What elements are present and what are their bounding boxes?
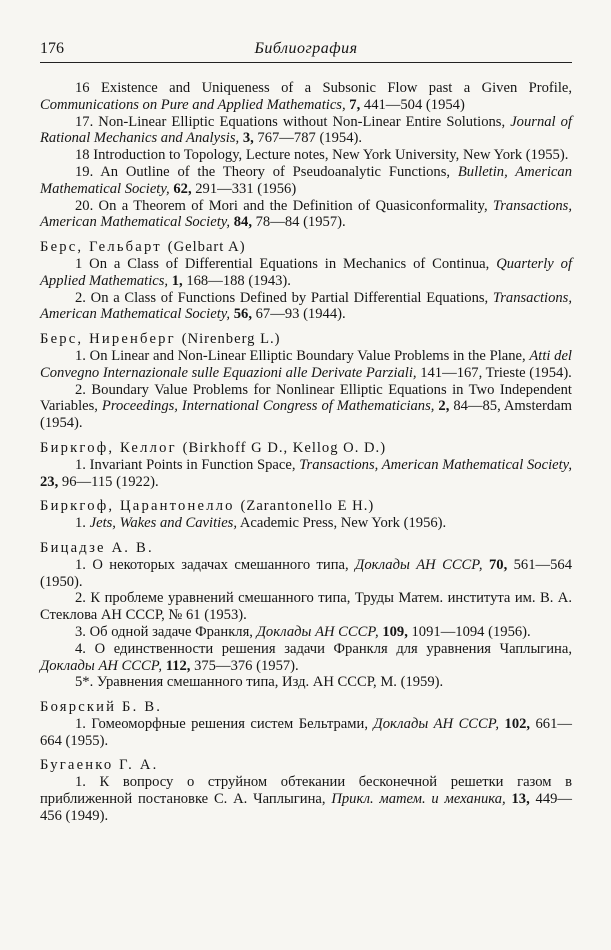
bibliography-list [40,80,572,825]
entry-number: 17. [75,113,94,130]
journal-title: Доклады АН СССР, [256,623,379,640]
journal-title: Journal of Rational Mechanics and Analysis, [40,113,572,147]
bibliography-group [40,699,572,749]
bibliography-entry: 2. К проблеме уравнений смешанного типа, Труды Матем. института им. В. А. Стеклова АН СССР, № 61 (1953). [40,590,572,624]
journal-title: Communications on Pure and Applied Mathematics, [40,96,346,113]
author-heading [40,440,572,457]
author-name: Биркгоф, Царантонелло [40,498,235,515]
bibliography-group [40,331,572,432]
entry-number: 2. [75,590,86,607]
bibliography-entry: 5*. Уравнения смешанного типа, Изд. АН СССР, М. (1959). [75,674,444,691]
volume-number: 62, [173,180,192,197]
journal-title: Transactions, American Mathematical Society, [40,197,572,231]
entry-number: 1. [75,556,86,573]
volume-number: 7, [349,96,361,113]
journal-title: Transactions, American Mathematical Society, [40,289,572,323]
entry-number: 1. [75,456,86,473]
bibliography-entry: 1. К вопросу о струйном обтекании бесконечной решетки газом в приближенной постановке С. А. Чаплыгина, Прикл. матем. и механика, 13, 449—456 (1949). [40,774,573,824]
page-number: 176 [40,40,64,57]
author-heading [40,757,572,774]
author-latin-name: (Nirenberg L.) [181,331,281,348]
entry-number: 19. [75,163,94,180]
author-heading [40,331,572,348]
volume-number: 109, [382,623,408,640]
running-title: Библиография [254,40,358,57]
volume-number: 102, [504,715,531,732]
author-name: Берс, Ниренберг [40,331,176,348]
bibliography-entry: 1. On Linear and Non-Linear Elliptic Boundary Value Problems in the Plane, Atti del Convegno Internazionale sulle Equazioni alle Derivate Parziali, 141—167, Trieste (1954). [40,347,572,381]
author-name: Биркгоф, Келлог [40,439,177,456]
bibliography-entry: 17. Non-Linear Elliptic Equations without Non-Linear Entire Solutions, Journal of Rational Mechanics and Analysis, 3, 767—787 (1954). [40,113,572,147]
author-name: Боярский Б. В. [40,699,163,716]
entry-number: 1. [75,774,86,791]
bibliography-entry: 16 Existence and Uniqueness of a Subsonic Flow past a Given Profile, Communications on Pure and Applied Mathematics, 7, 441—504 (1954) [40,80,572,113]
volume-number: 84, [233,214,252,231]
bibliography-group [40,239,572,323]
bibliography-entry: 3. Об одной задаче Франкля, Доклады АН СССР, 109, 1091—1094 (1956). [75,623,531,640]
bibliography-group [40,498,572,532]
entry-number: 2. [75,289,86,306]
journal-title: Proceedings, International Congress of Mathematicians, [101,398,435,415]
bibliography-entry: 1 On a Class of Differential Equations in Mechanics of Continua, Quarterly of Applied Mathematics, 1, 168—188 (1943). [40,255,572,289]
volume-number: 3, [242,130,254,147]
volume-number: 112, [165,657,191,674]
entry-number: 4. [75,640,86,657]
journal-title: Transactions, American Mathematical Society, [299,456,572,473]
bibliography-entry: 19. An Outline of the Theory of Pseudoanalytic Functions, Bulletin, American Mathematical Society, 62, 291—331 (1956) [40,163,573,197]
book-page [40,40,572,833]
bibliography-entry: 20. On a Theorem of Mori and the Definition of Quasiconformality, Transactions, American Mathematical Society, 84, 78—84 (1957). [40,197,572,231]
author-latin-name: (Zarantonello E H.) [240,498,375,515]
bibliography-group [40,440,572,490]
author-name: Бицадзе А. В. [40,539,154,556]
entry-number: 1 [75,255,83,272]
bibliography-entry: 1. О некоторых задачах смешанного типа, Доклады АН СССР, 70, 561—564 (1950). [40,556,572,590]
volume-number: 13, [511,791,530,808]
journal-title: Прикл. матем. и механика, [331,791,506,808]
bibliography-entry: 2. On a Class of Functions Defined by Partial Differential Equations, Transactions, American Mathematical Society, 56, 67—93 (1944). [40,289,572,323]
volume-number: 2, [438,398,450,415]
author-name: Бугаенко Г. А. [40,757,159,774]
entry-number: 3. [75,623,86,640]
entry-number: 1. [75,347,86,364]
bibliography-entry: 1. Invariant Points in Function Space, Transactions, American Mathematical Society, 23, 96—115 (1922). [40,456,572,490]
page-header [40,40,572,63]
author-latin-name: (Birkhoff G D., Kellog O. D.) [182,439,387,456]
entry-number: 5*. [75,674,94,691]
author-name: Берс, Гельбарт [40,239,162,256]
bibliography-group [40,540,572,691]
author-heading [40,540,572,557]
entry-number: 1. [75,515,86,532]
volume-number: 1, [171,272,183,289]
author-heading [40,239,572,256]
bibliography-entry: 4. О единственности решения задачи Франкля для уравнения Чаплыгина, Доклады АН СССР, 112, 375—376 (1957). [40,640,572,674]
volume-number: 56, [233,306,252,323]
journal-title: Jets, Wakes and Cavities, [89,515,238,532]
bibliography-entry: 18 Introduction to Topology, Lecture notes, New York University, New York (1955). [75,147,569,164]
journal-title: Доклады АН СССР, [355,556,483,573]
volume-number: 70, [488,556,508,573]
author-latin-name: (Gelbart A) [167,239,246,256]
entry-number: 18 [75,147,90,164]
author-heading [40,498,572,515]
journal-title: Atti del Convegno Internazionale sulle Equazioni alle Derivate Parziali, [40,347,572,381]
entry-number: 2. [75,381,86,398]
bibliography-group [40,757,572,824]
journal-title: Quarterly of Applied Mathematics, [40,255,572,289]
volume-number: 23, [40,473,59,490]
bibliography-entry: 1. Гомеоморфные решения систем Бельтрами, Доклады АН СССР, 102, 661—664 (1955). [40,715,572,749]
journal-title: Доклады АН СССР, [40,657,163,674]
journal-title: Доклады АН СССР, [373,715,500,732]
entry-number: 1. [75,715,86,732]
bibliography-group [40,80,572,231]
journal-title: Bulletin, American Mathematical Society, [40,163,573,197]
entry-number: 16 [75,80,90,96]
bibliography-entry: 1. Jets, Wakes and Cavities, Academic Press, New York (1956). [75,515,447,532]
bibliography-entry: 2. Boundary Value Problems for Nonlinear Elliptic Equations in Two Independent Variables, Proceedings, International Congress of Mathematicians, 2, 84—85, Amsterdam (1954). [40,381,572,432]
author-heading [40,699,572,716]
entry-number: 20. [75,197,94,214]
